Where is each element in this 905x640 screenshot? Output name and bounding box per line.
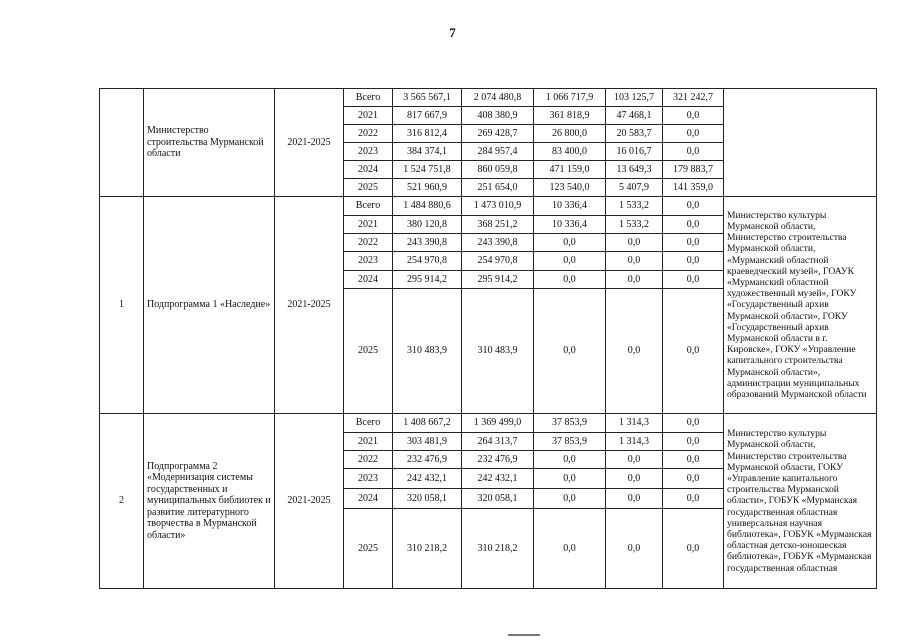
row-year: 2023 xyxy=(344,252,393,271)
executors xyxy=(724,89,877,197)
local-budget-value: 0,0 xyxy=(606,289,663,414)
total-value: 320 058,1 xyxy=(393,489,462,509)
period: 2021-2025 xyxy=(275,414,344,589)
federal-budget-value: 26 800,0 xyxy=(534,125,606,143)
extrabudget-value: 0,0 xyxy=(663,216,724,234)
total-value: 254 970,8 xyxy=(393,252,462,271)
item-number: 2 xyxy=(100,414,144,589)
total-value: 384 374,1 xyxy=(393,143,462,161)
regional-budget-value: 264 313,7 xyxy=(462,433,534,451)
extrabudget-value: 0,0 xyxy=(663,414,724,433)
row-year: 2021 xyxy=(344,433,393,451)
row-year: 2024 xyxy=(344,161,393,179)
total-value: 243 390,8 xyxy=(393,234,462,252)
local-budget-value: 1 533,2 xyxy=(606,216,663,234)
federal-budget-value: 83 400,0 xyxy=(534,143,606,161)
extrabudget-value: 0,0 xyxy=(663,143,724,161)
total-value: 295 914,2 xyxy=(393,271,462,289)
local-budget-value: 0,0 xyxy=(606,509,663,589)
federal-budget-value: 37 853,9 xyxy=(534,414,606,433)
extrabudget-value: 0,0 xyxy=(663,433,724,451)
local-budget-value: 0,0 xyxy=(606,489,663,509)
row-year: 2025 xyxy=(344,179,393,197)
extrabudget-value: 0,0 xyxy=(663,451,724,469)
federal-budget-value: 37 853,9 xyxy=(534,433,606,451)
row-year: Всего xyxy=(344,197,393,216)
federal-budget-value: 0,0 xyxy=(534,271,606,289)
scan-artifact xyxy=(508,634,540,636)
federal-budget-value: 0,0 xyxy=(534,489,606,509)
table-row xyxy=(100,89,877,107)
row-year: 2022 xyxy=(344,125,393,143)
total-value: 310 218,2 xyxy=(393,509,462,589)
row-year: 2024 xyxy=(344,489,393,509)
row-year: 2022 xyxy=(344,451,393,469)
federal-budget-value: 123 540,0 xyxy=(534,179,606,197)
total-value: 242 432,1 xyxy=(393,469,462,489)
row-year: 2021 xyxy=(344,107,393,125)
extrabudget-value: 0,0 xyxy=(663,489,724,509)
regional-budget-value: 1 473 010,9 xyxy=(462,197,534,216)
total-value: 1 408 667,2 xyxy=(393,414,462,433)
extrabudget-value: 0,0 xyxy=(663,107,724,125)
local-budget-value: 5 407,9 xyxy=(606,179,663,197)
regional-budget-value: 232 476,9 xyxy=(462,451,534,469)
regional-budget-value: 320 058,1 xyxy=(462,489,534,509)
extrabudget-value: 0,0 xyxy=(663,125,724,143)
federal-budget-value: 10 336,4 xyxy=(534,197,606,216)
regional-budget-value: 310 218,2 xyxy=(462,509,534,589)
total-value: 3 565 567,1 xyxy=(393,89,462,107)
local-budget-value: 13 649,3 xyxy=(606,161,663,179)
local-budget-value: 1 314,3 xyxy=(606,414,663,433)
row-year: 2021 xyxy=(344,216,393,234)
total-value: 817 667,9 xyxy=(393,107,462,125)
federal-budget-value: 0,0 xyxy=(534,289,606,414)
local-budget-value: 103 125,7 xyxy=(606,89,663,107)
federal-budget-value: 10 336,4 xyxy=(534,216,606,234)
regional-budget-value: 1 369 499,0 xyxy=(462,414,534,433)
period: 2021-2025 xyxy=(275,89,344,197)
local-budget-value: 0,0 xyxy=(606,271,663,289)
row-year: 2025 xyxy=(344,289,393,414)
program-name: Министерство строительства Мурманской области xyxy=(144,89,275,197)
regional-budget-value: 243 390,8 xyxy=(462,234,534,252)
extrabudget-value: 0,0 xyxy=(663,252,724,271)
regional-budget-value: 408 380,9 xyxy=(462,107,534,125)
extrabudget-value: 0,0 xyxy=(663,234,724,252)
total-value: 1 484 880,6 xyxy=(393,197,462,216)
federal-budget-value: 0,0 xyxy=(534,451,606,469)
federal-budget-value: 0,0 xyxy=(534,469,606,489)
extrabudget-value: 0,0 xyxy=(663,289,724,414)
local-budget-value: 0,0 xyxy=(606,252,663,271)
regional-budget-value: 284 957,4 xyxy=(462,143,534,161)
row-year: 2022 xyxy=(344,234,393,252)
extrabudget-value: 179 883,7 xyxy=(663,161,724,179)
federal-budget-value: 0,0 xyxy=(534,234,606,252)
row-year: 2024 xyxy=(344,271,393,289)
executors: Министерство культуры Мурманской области, Министерство строительства Мурманской области, ГОКУ «Управление капитального строительства Мурманской области», ГОБУК «Мурманская государственная областная универсальная научная библиотека», ГОБУК «Мурманская областная детско-юношеская библиотека», ГОБУК «Мурманская государственная областная xyxy=(724,414,877,589)
regional-budget-value: 269 428,7 xyxy=(462,125,534,143)
local-budget-value: 0,0 xyxy=(606,451,663,469)
row-year: 2023 xyxy=(344,469,393,489)
federal-budget-value: 0,0 xyxy=(534,509,606,589)
federal-budget-value: 1 066 717,9 xyxy=(534,89,606,107)
local-budget-value: 20 583,7 xyxy=(606,125,663,143)
period: 2021-2025 xyxy=(275,197,344,414)
federal-budget-value: 0,0 xyxy=(534,252,606,271)
executors: Министерство культуры Мурманской области, Министерство строительства Мурманской области, «Мурманский областной краеведческий музей», ГОАУК «Мурманский областной художественный музей», ГОКУ «Государственный архив Мурманской области», ГОКУ «Государственный архив Мурманской области в г. Кировске», ГОКУ «Управление капитального строительства Мурманской области», администрации муниципальных образований Мурманской области xyxy=(724,197,877,414)
regional-budget-value: 368 251,2 xyxy=(462,216,534,234)
local-budget-value: 16 016,7 xyxy=(606,143,663,161)
extrabudget-value: 0,0 xyxy=(663,509,724,589)
total-value: 380 120,8 xyxy=(393,216,462,234)
total-value: 1 524 751,8 xyxy=(393,161,462,179)
total-value: 316 812,4 xyxy=(393,125,462,143)
extrabudget-value: 0,0 xyxy=(663,197,724,216)
item-number xyxy=(100,89,144,197)
local-budget-value: 0,0 xyxy=(606,469,663,489)
local-budget-value: 0,0 xyxy=(606,234,663,252)
item-number: 1 xyxy=(100,197,144,414)
extrabudget-value: 141 359,0 xyxy=(663,179,724,197)
table-row xyxy=(100,414,877,433)
regional-budget-value: 310 483,9 xyxy=(462,289,534,414)
local-budget-value: 1 314,3 xyxy=(606,433,663,451)
regional-budget-value: 2 074 480,8 xyxy=(462,89,534,107)
table-row xyxy=(100,197,877,216)
row-year: 2025 xyxy=(344,509,393,589)
program-name: Подпрограмма 1 «Наследие» xyxy=(144,197,275,414)
local-budget-value: 47 468,1 xyxy=(606,107,663,125)
regional-budget-value: 251 654,0 xyxy=(462,179,534,197)
program-name: Подпрограмма 2 «Модернизация системы государственных и муниципальных библиотек и развитие литературного творчества в Мурманской области» xyxy=(144,414,275,589)
total-value: 303 481,9 xyxy=(393,433,462,451)
regional-budget-value: 254 970,8 xyxy=(462,252,534,271)
total-value: 310 483,9 xyxy=(393,289,462,414)
total-value: 232 476,9 xyxy=(393,451,462,469)
extrabudget-value: 0,0 xyxy=(663,271,724,289)
regional-budget-value: 242 432,1 xyxy=(462,469,534,489)
federal-budget-value: 361 818,9 xyxy=(534,107,606,125)
extrabudget-value: 321 242,7 xyxy=(663,89,724,107)
row-year: Всего xyxy=(344,89,393,107)
total-value: 521 960,9 xyxy=(393,179,462,197)
budget-table xyxy=(99,88,877,589)
page-number: 7 xyxy=(449,25,456,40)
extrabudget-value: 0,0 xyxy=(663,469,724,489)
row-year: Всего xyxy=(344,414,393,433)
regional-budget-value: 860 059,8 xyxy=(462,161,534,179)
federal-budget-value: 471 159,0 xyxy=(534,161,606,179)
local-budget-value: 1 533,2 xyxy=(606,197,663,216)
row-year: 2023 xyxy=(344,143,393,161)
regional-budget-value: 295 914,2 xyxy=(462,271,534,289)
